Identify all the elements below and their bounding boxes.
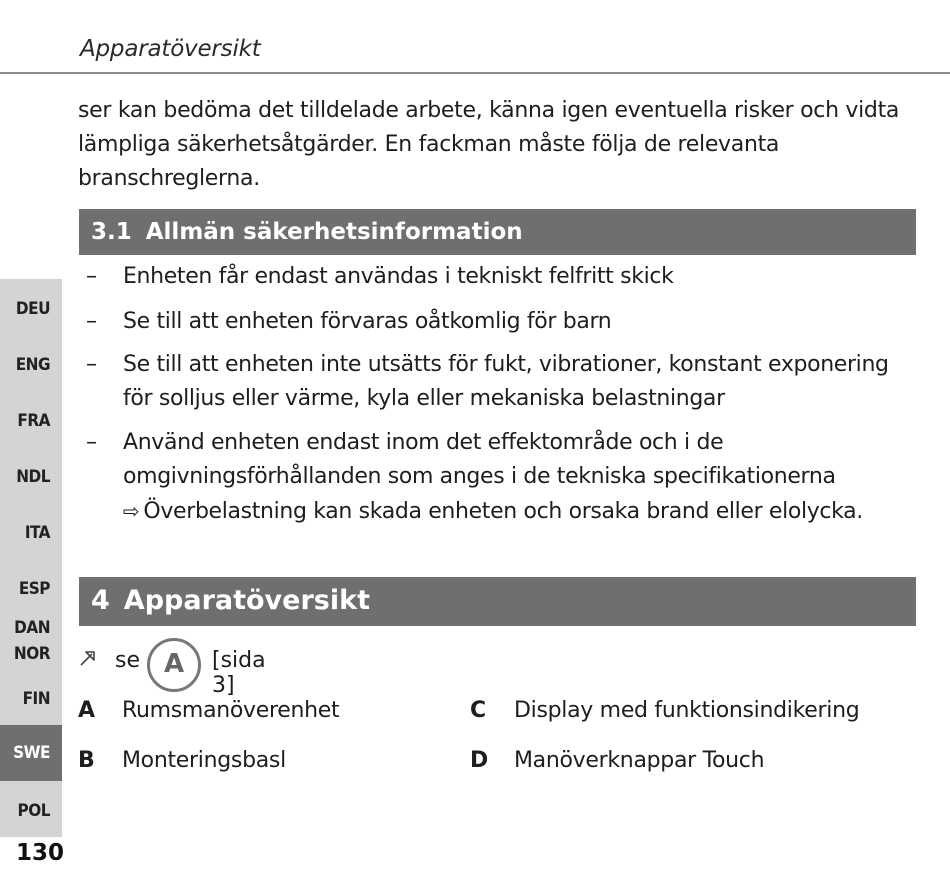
language-tab-pol[interactable]: POL [17, 801, 50, 821]
language-tab-swe[interactable]: SWE [0, 725, 62, 781]
part-text: Manöverknappar Touch [514, 748, 765, 773]
language-tab-deu[interactable]: DEU [15, 299, 50, 319]
bullet-item [86, 426, 916, 529]
header-rule [0, 72, 950, 74]
consequence-note [123, 494, 916, 529]
bullet-text: Använd enheten endast inom det effektområde och i de omgivningsförhållanden som anges i de tekniska specifikationerna [123, 430, 836, 489]
reference-prefix: se [115, 648, 140, 673]
bullet-item [86, 348, 916, 416]
language-tab-strip [0, 279, 62, 837]
part-text: Rumsmanöverenhet [122, 698, 340, 723]
part-text: Display med funktionsindikering [514, 698, 860, 723]
part-text: Monteringsbasl [122, 748, 286, 773]
part-label: A [78, 698, 95, 723]
page-reference: [sida 3] [212, 648, 266, 698]
bullet-dash: – [86, 264, 97, 289]
bullet-dash: – [86, 309, 97, 334]
language-tab-nor[interactable]: NOR [13, 644, 50, 664]
bullet-text: Se till att enheten inte utsätts för fukt, vibrationer, konstant exponering för solljus eller värme, kyla eller mekaniska belastningar [123, 352, 889, 411]
reference-arrow-icon [78, 648, 98, 673]
language-tab-fin[interactable]: FIN [22, 689, 50, 709]
intro-paragraph: ser kan bedöma det tilldelade arbete, känna igen eventuella risker och vidta lämpliga säkerhetsåtgärder. En fackman måste följa de relevanta branschreglerna. [78, 98, 900, 191]
bullet-dash: – [86, 352, 97, 377]
section-heading-3-1 [79, 209, 916, 255]
part-label: B [78, 748, 95, 773]
page-number: 130 [16, 840, 65, 866]
arrow-right-icon: ⇨ [123, 499, 140, 523]
running-title: Apparatöversikt [80, 36, 261, 62]
language-tab-ita[interactable]: ITA [24, 523, 50, 543]
section-number: 4 [91, 585, 110, 616]
section-title: Apparatöversikt [123, 585, 370, 616]
part-label: C [470, 698, 486, 723]
bullet-dash: – [86, 430, 97, 455]
bullet-item [86, 260, 916, 294]
section-title: Allmän säkerhetsinformation [145, 219, 523, 245]
language-tab-esp[interactable]: ESP [18, 579, 50, 599]
language-tab-eng[interactable]: ENG [15, 355, 50, 375]
figure-label-circle: A [147, 638, 201, 692]
bullet-item [86, 305, 916, 339]
section-number: 3.1 [91, 219, 132, 245]
language-tab-dan[interactable]: DAN [14, 618, 50, 638]
consequence-text: Överbelastning kan skada enheten och orsaka brand eller elolycka. [143, 499, 863, 524]
bullet-text: Enheten får endast användas i tekniskt felfritt skick [123, 264, 674, 289]
language-tab-fra[interactable]: FRA [17, 411, 50, 431]
section-heading-4 [79, 577, 916, 626]
language-tab-ndl[interactable]: NDL [16, 467, 50, 487]
bullet-text: Se till att enheten förvaras oåtkomlig för barn [123, 309, 612, 334]
part-label: D [470, 748, 488, 773]
